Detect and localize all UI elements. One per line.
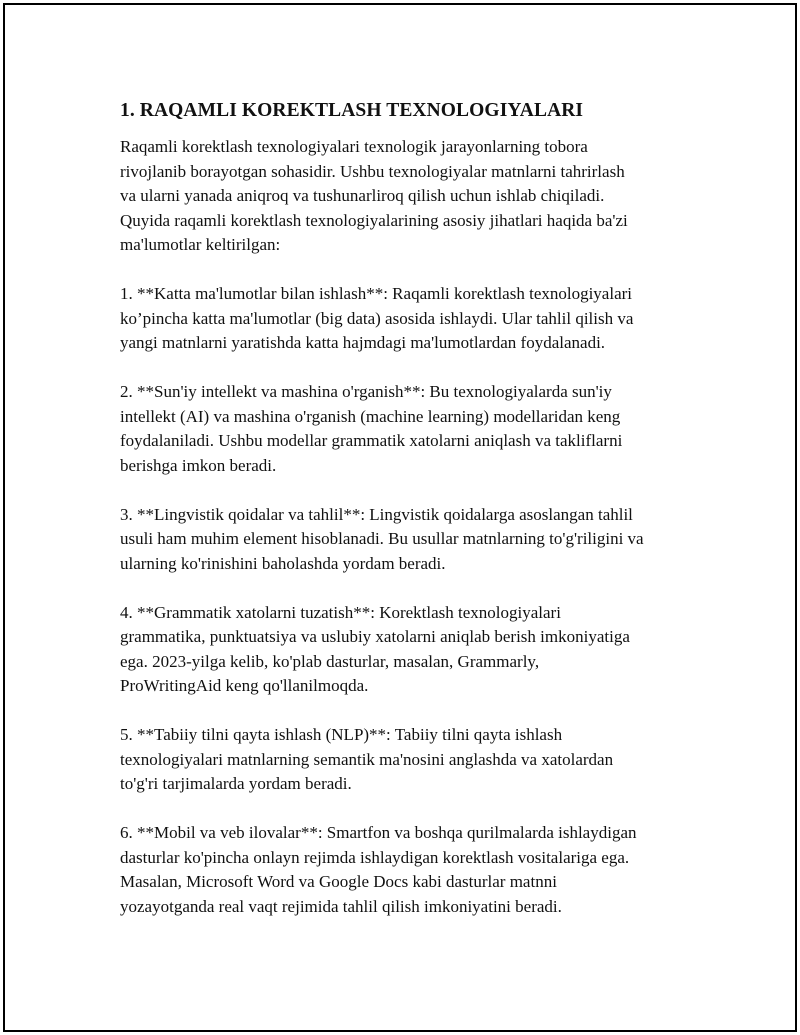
intro-paragraph: Raqamli korektlash texnologiyalari texnologik jarayonlarning tobora rivojlanib borayotgan sohasidir. Ushbu texnologiyalar matnlarni tahrirlash va ularni yanada aniqroq va tushunarliroq qilish uchun ishlab chiqiladi. Quyida raqamli korektlash texnologiyalarining asosiy jihatlari haqida ba'zi ma'lumotlar keltirilgan: (120, 137, 628, 254)
document-body (120, 99, 720, 944)
document-title: 1. RAQAMLI KOREKTLASH TEXNOLOGIYALARI (120, 100, 584, 121)
list-item-linguistic-rules: 3. **Lingvistik qoidalar va tahlil**: Lingvistik qoidalarga asoslangan tahlil usuli ham muhim element hisoblanadi. Bu usullar matnlarning to'g'riligini va ularning ko'rinishini baholashda yordam beradi. (120, 504, 644, 573)
list-item-grammar-correction: 4. **Grammatik xatolarni tuzatish**: Korektlash texnologiyalari grammatika, punktuatsiya va uslubiy xatolarni aniqlab berish imkoniyatiga ega. 2023-yilga kelib, ko'plab dasturlar, masalan, Grammarly, ProWritingAid keng qo'llanilmoqda. (120, 602, 630, 695)
document-page (3, 3, 797, 1032)
list-item-ai-ml: 2. **Sun'iy intellekt va mashina o'rganish**: Bu texnologiyalarda sun'iy intellekt (AI) va mashina o'rganish (machine learning) modellaridan keng foydalaniladi. Ushbu modellar grammatik xatolarni aniqlash va takliflarni berishga imkon beradi. (120, 382, 623, 475)
list-item-mobile-web: 6. **Mobil va veb ilovalar**: Smartfon va boshqa qurilmalarda ishlaydigan dasturlar ko'pincha onlayn rejimda ishlaydigan korektlash vositalariga ega. Masalan, Microsoft Word va Google Docs kabi dasturlar matnni yozayotganda real vaqt rejimida tahlil qilish imkoniyatini beradi. (120, 823, 637, 916)
list-item-nlp: 5. **Tabiiy tilni qayta ishlash (NLP)**: Tabiiy tilni qayta ishlash texnologiyalari matnlarning semantik ma'nosini anglashda va xatolardan to'g'ri tarjimalarda yordam beradi. (120, 725, 614, 793)
list-item-big-data: 1. **Katta ma'lumotlar bilan ishlash**: Raqamli korektlash texnologiyalari ko’pincha katta ma'lumotlar (big data) asosida ishlaydi. Ular tahlil qilish va yangi matnlarni yaratishda katta hajmdagi ma'lumotlardan foydalanadi. (120, 284, 634, 352)
